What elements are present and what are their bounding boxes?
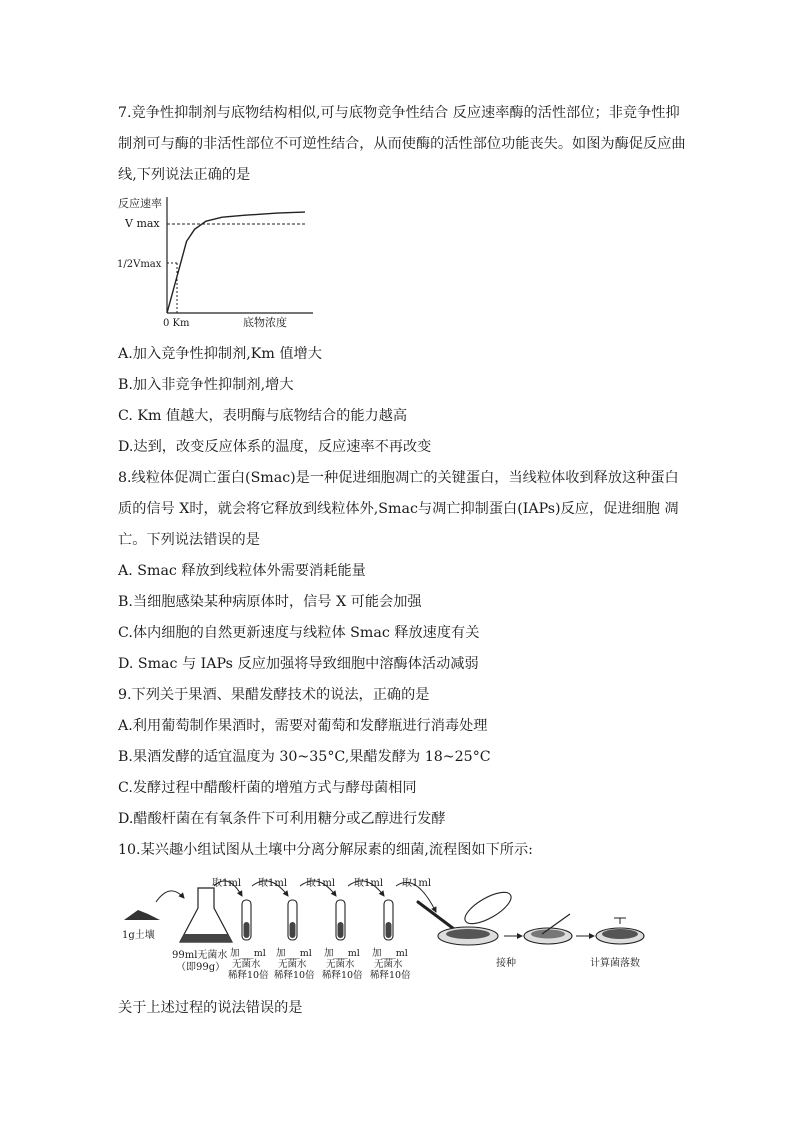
- tube1-caption-1: 加___ml: [230, 948, 266, 959]
- soil-pile-icon: [124, 910, 160, 920]
- q8-stem-line3: 亡。下列说法错误的是: [118, 532, 260, 548]
- flask-label-2: （即99g）: [176, 962, 226, 973]
- q8-option-d: D. Smac 与 IAPs 反应加强将导致细胞中溶酶体活动减弱: [118, 656, 479, 672]
- take-label-2: 取1ml: [258, 878, 288, 889]
- x-title: 底物浓度: [243, 316, 287, 329]
- origin-km-label: 0 Km: [163, 318, 190, 329]
- enzyme-kinetics-chart: [115, 193, 315, 331]
- inoculate-label: 接种: [496, 958, 516, 969]
- tube2-caption-2: 无菌水: [278, 959, 307, 970]
- q7-stem-line2: 制剂可与酶的非活性部位不可逆性结合，从而使酶的活性部位功能丧失。如图为酶促反应曲: [118, 136, 686, 152]
- tube1-caption-2: 无菌水: [232, 959, 261, 970]
- pipette-icon: [418, 902, 458, 932]
- soil-label: 1g土壤: [122, 930, 155, 941]
- tube3-caption-3: 稀释10倍: [322, 970, 363, 981]
- take-label-3: 取1ml: [306, 878, 336, 889]
- y-title: 反应速率: [118, 197, 162, 210]
- q9-stem: 9.下列关于果酒、果醋发酵技术的说法，正确的是: [118, 687, 430, 703]
- q9-option-d: D.醋酸杆菌在有氧条件下可利用糖分或乙醇进行发酵: [118, 811, 446, 827]
- petri-lid-icon: [460, 886, 515, 929]
- dilution-flowchart: [118, 872, 678, 990]
- flask-liquid: [180, 934, 232, 942]
- tube3-caption-1: 加___ml: [324, 948, 360, 959]
- tube4-caption-1: 加___ml: [372, 948, 408, 959]
- tube2-caption-3: 稀释10倍: [274, 970, 315, 981]
- q7-option-a: A.加入竞争性抑制剂,Km 值增大: [118, 346, 322, 362]
- q9-option-c: C.发酵过程中醋酸杆菌的增殖方式与酵母菌相同: [118, 780, 417, 796]
- q10-tail: 关于上述过程的说法错误的是: [118, 1000, 303, 1016]
- take-label-1: 取1ml: [212, 878, 242, 889]
- flask-label-1: 99ml无菌水: [172, 950, 228, 961]
- count-label: 计算菌落数: [590, 958, 640, 969]
- tube4-caption-2: 无菌水: [374, 959, 403, 970]
- q7-stem-line3: 线,下列说法正确的是: [118, 167, 251, 183]
- tube2-caption-1: 加___ml: [276, 948, 312, 959]
- q7-option-b: B.加入非竞争性抑制剂,增大: [118, 377, 294, 393]
- reaction-curve: [167, 212, 305, 313]
- test-tube-1: [242, 900, 251, 940]
- q7-stem-line1: 7.竞争性抑制剂与底物结构相似,可与底物竞争性结合 反应速率酶的活性部位；非竞争性抑: [118, 105, 680, 121]
- q7-option-d: D.达到，改变反应体系的温度，反应速率不再改变: [118, 439, 432, 455]
- q8-option-a: A. Smac 释放到线粒体外需要消耗能量: [118, 563, 366, 579]
- tube3-caption-2: 无菌水: [326, 959, 355, 970]
- test-tube-2: [288, 900, 297, 940]
- q8-stem-line1: 8.线粒体促凋亡蛋白(Smac)是一种促进细胞凋亡的关键蛋白，当线粒体收到释放这种蛋白: [118, 470, 679, 486]
- q10-stem: 10.某兴趣小组试图从土壤中分离分解尿素的细菌,流程图如下所示:: [118, 842, 533, 858]
- q8-option-b: B.当细胞感染某种病原体时，信号 X 可能会加强: [118, 594, 422, 610]
- vmax-label: V max: [125, 217, 160, 230]
- take-label-4: 取1ml: [354, 878, 384, 889]
- q7-option-c: C. Km 值越大，表明酶与底物结合的能力越高: [118, 408, 408, 424]
- tube4-caption-3: 稀释10倍: [370, 970, 411, 981]
- test-tube-4: [384, 900, 393, 940]
- q9-option-a: A.利用葡萄制作果酒时，需要对葡萄和发酵瓶进行消毒处理: [118, 718, 488, 734]
- q8-stem-line2: 质的信号 X时，就会将它释放到线粒体外,Smac与凋亡抑制蛋白(IAPs)反应，促进细胞 凋: [118, 501, 679, 517]
- q9-option-b: B.果酒发酵的适宜温度为 30~35°C,果醋发酵为 18~25°C: [118, 749, 491, 765]
- take-label-5: 取1ml: [402, 878, 432, 889]
- tube1-caption-3: 稀释10倍: [228, 970, 269, 981]
- test-tube-3: [336, 900, 345, 940]
- half-vmax-label: 1/2Vmax: [117, 259, 162, 270]
- petri-medium: [446, 929, 490, 939]
- flask-icon: [180, 888, 232, 942]
- q8-option-c: C.体内细胞的自然更新速度与线粒体 Smac 释放速度有关: [118, 625, 480, 641]
- soil-arrow: [156, 891, 184, 902]
